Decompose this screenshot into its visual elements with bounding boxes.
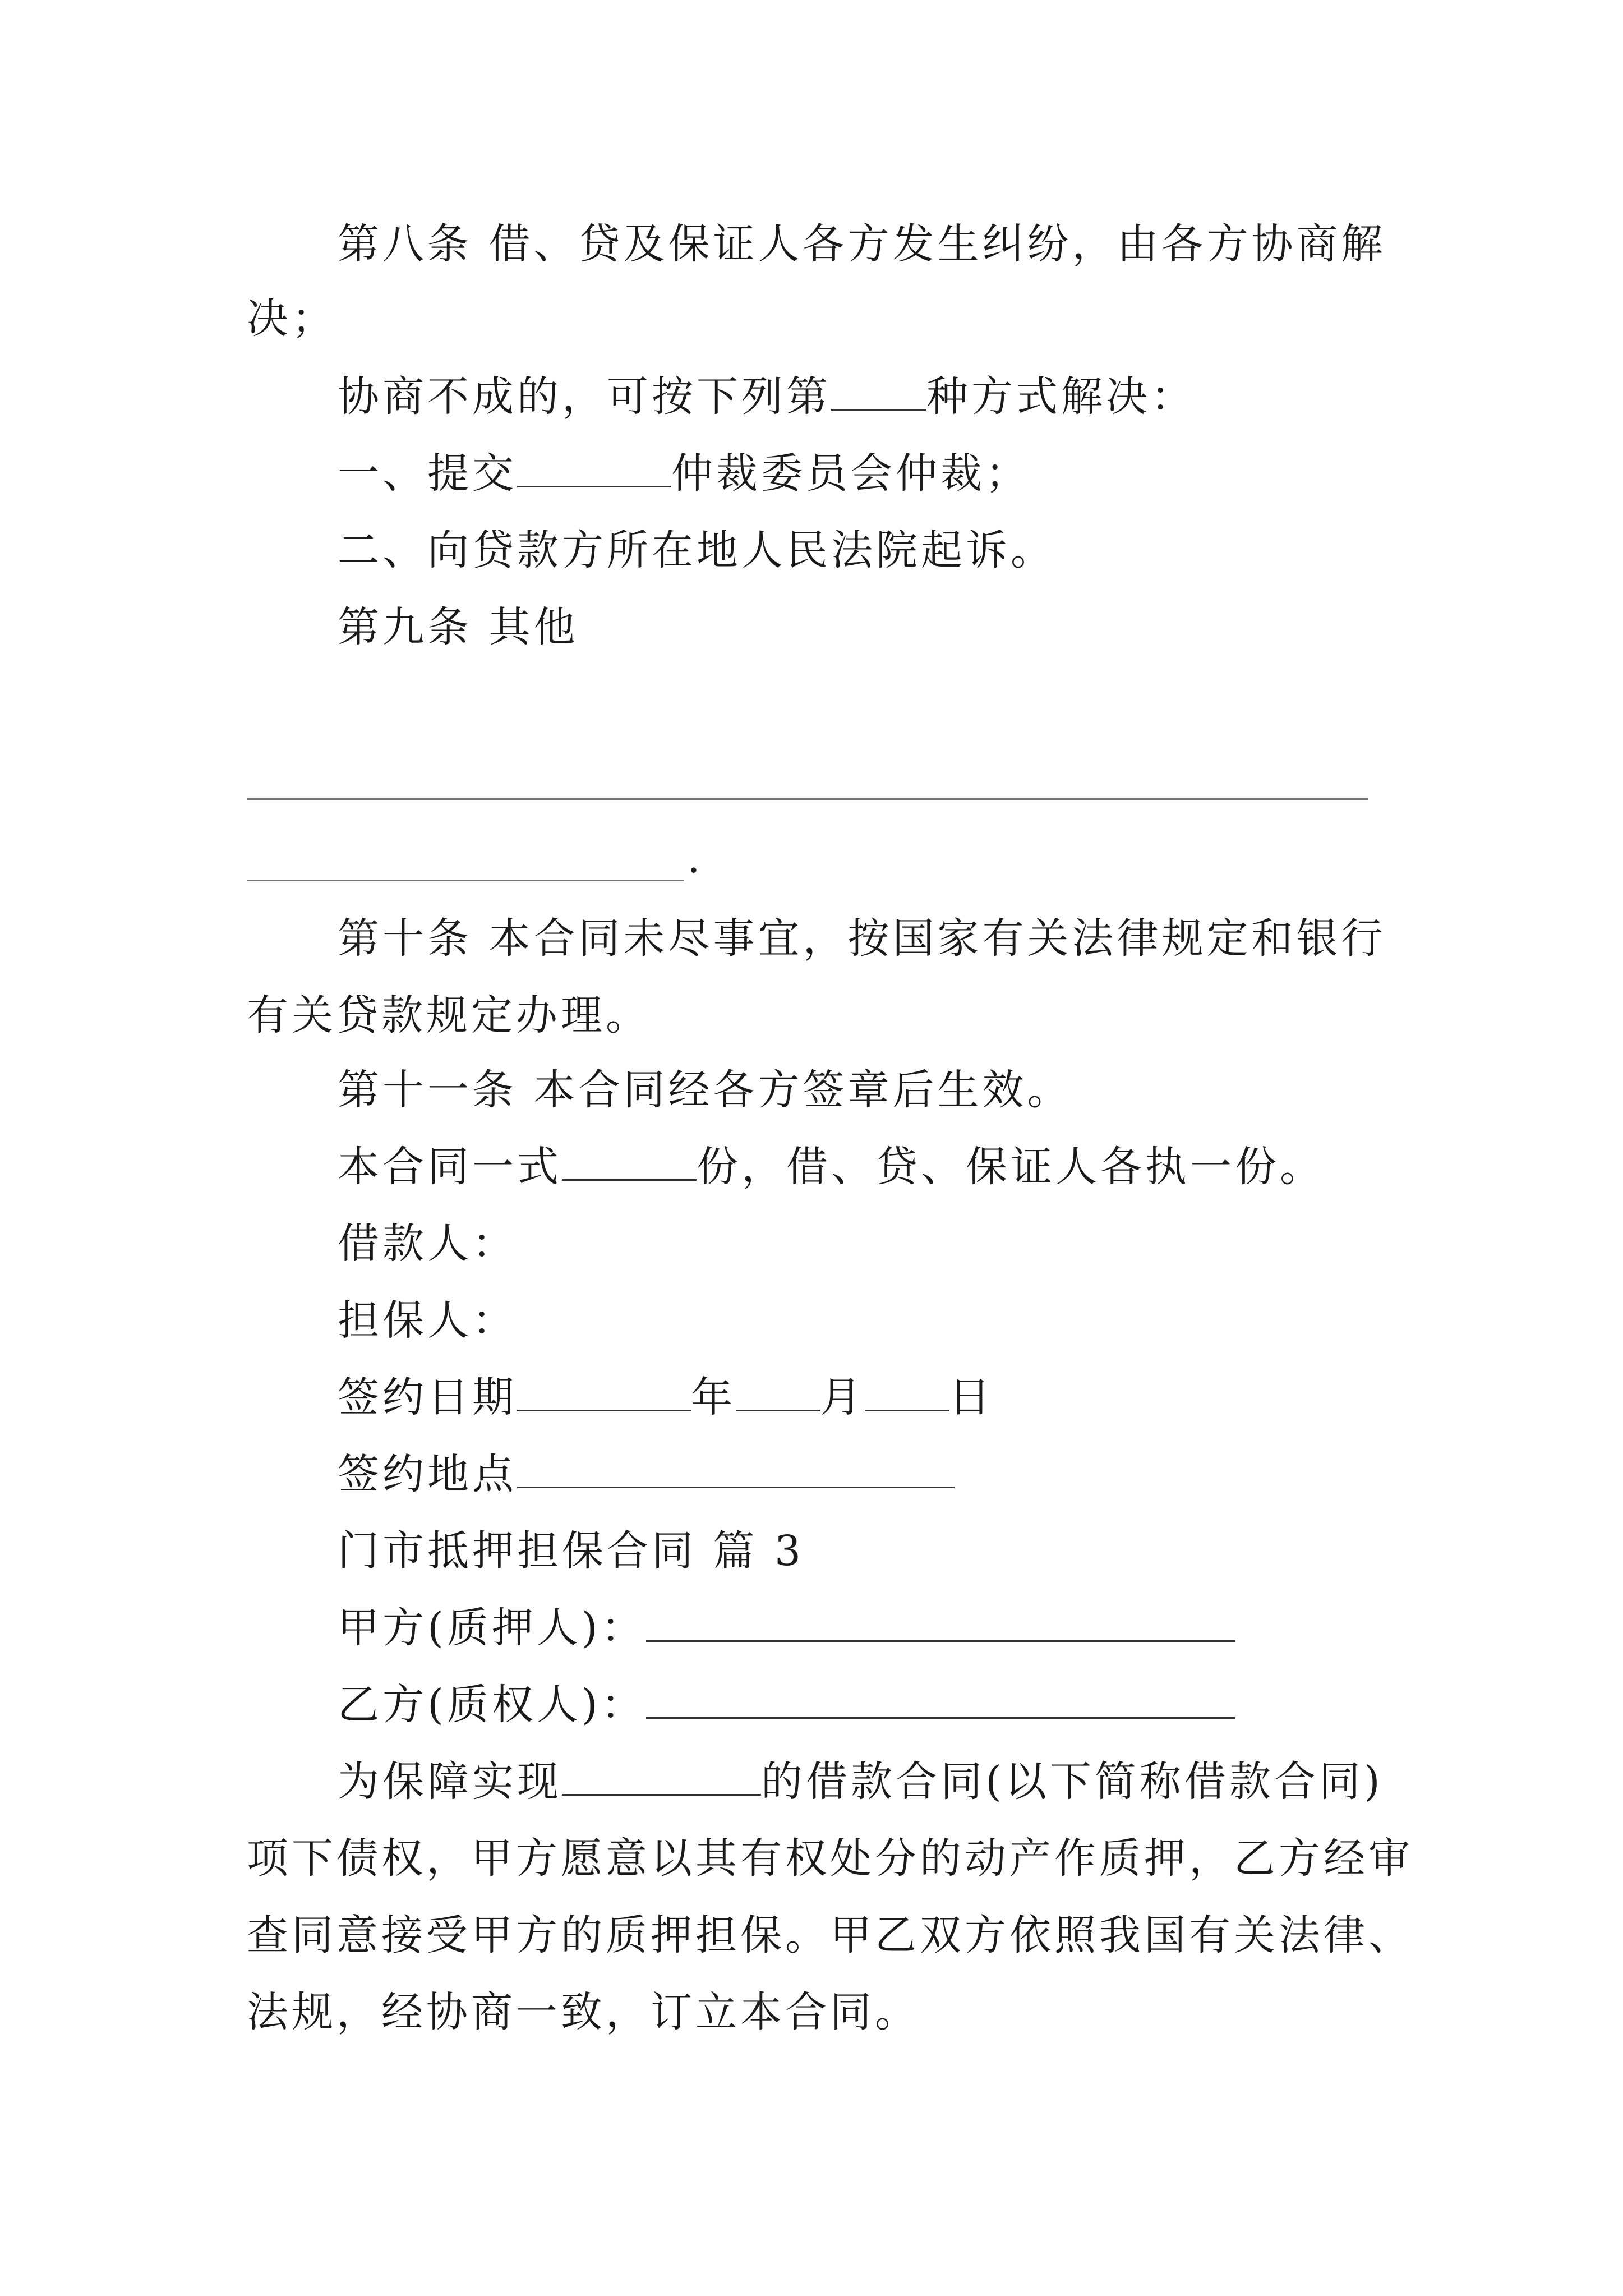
copies-line bbox=[338, 1139, 1325, 1195]
intro-suffix: 的借款合同(以下简称借款合同) bbox=[761, 1757, 1384, 1806]
intro-prefix: 为保障实现 bbox=[338, 1757, 562, 1806]
arbitration-suffix: 仲裁委员会仲裁； bbox=[671, 449, 1030, 498]
sign-place-blank bbox=[517, 1446, 955, 1488]
party-a-label: 甲方(质押人)： bbox=[338, 1604, 646, 1652]
sign-place-label: 签约地点 bbox=[338, 1450, 517, 1498]
other-terms-rule-1 bbox=[247, 798, 1368, 800]
borrower-label: 借款人： bbox=[338, 1220, 517, 1268]
day-blank bbox=[865, 1369, 949, 1411]
intro-line-2: 项下债权，甲方愿意以其有权处分的动产作质押，乙方经审 bbox=[247, 1834, 1413, 1883]
arbitration-prefix: 一、提交 bbox=[338, 449, 517, 498]
party-b-blank bbox=[646, 1677, 1235, 1719]
party-a-line bbox=[338, 1600, 1235, 1656]
copies-prefix: 本合同一式 bbox=[338, 1143, 562, 1191]
method-prefix: 协商不成的，可按下列第 bbox=[338, 372, 831, 421]
section-title: 门市抵押担保合同 篇 3 bbox=[338, 1527, 805, 1575]
other-terms-end-dot: . bbox=[687, 834, 700, 882]
copies-suffix: 份，借、贷、保证人各执一份。 bbox=[697, 1143, 1325, 1191]
party-b-line bbox=[338, 1677, 1235, 1733]
sign-date-line bbox=[338, 1369, 994, 1425]
guarantor-label: 担保人： bbox=[338, 1296, 517, 1345]
sign-place-line bbox=[338, 1446, 955, 1502]
party-a-blank bbox=[646, 1600, 1235, 1642]
article-9: 第九条 其他 bbox=[338, 603, 579, 651]
year-label: 年 bbox=[691, 1373, 736, 1421]
method-number-blank bbox=[831, 369, 926, 411]
intro-line-1 bbox=[338, 1754, 1384, 1810]
intro-line-4: 法规，经协商一致，订立本合同。 bbox=[247, 1988, 920, 2036]
method-suffix: 种方式解决： bbox=[926, 372, 1196, 421]
party-b-label: 乙方(质权人)： bbox=[338, 1681, 646, 1729]
arbitration-committee-blank bbox=[517, 445, 671, 487]
intro-line-3: 查同意接受甲方的质押担保。甲乙双方依照我国有关法律、 bbox=[247, 1911, 1413, 1959]
article-8-line-1: 第八条 借、贷及保证人各方发生纠纷，由各方协商解 bbox=[338, 220, 1386, 268]
sign-date-label: 签约日期 bbox=[338, 1373, 517, 1421]
article-10-line-1: 第十条 本合同未尽事宜，按国家有关法律规定和银行 bbox=[338, 914, 1386, 963]
article-8-method-line bbox=[338, 369, 1196, 425]
day-label: 日 bbox=[949, 1373, 994, 1421]
article-8-line-2: 决； bbox=[247, 295, 336, 343]
litigation-option: 二、向贷款方所在地人民法院起诉。 bbox=[338, 526, 1055, 574]
loan-party-blank bbox=[562, 1754, 761, 1796]
article-10-line-2: 有关贷款规定办理。 bbox=[247, 991, 651, 1039]
month-label: 月 bbox=[820, 1373, 865, 1421]
month-blank bbox=[736, 1369, 820, 1411]
arbitration-option bbox=[338, 445, 1030, 501]
other-terms-rule-2 bbox=[247, 880, 684, 881]
article-11: 第十一条 本合同经各方签章后生效。 bbox=[338, 1066, 1072, 1114]
copies-count-blank bbox=[562, 1139, 697, 1181]
year-blank bbox=[517, 1369, 691, 1411]
